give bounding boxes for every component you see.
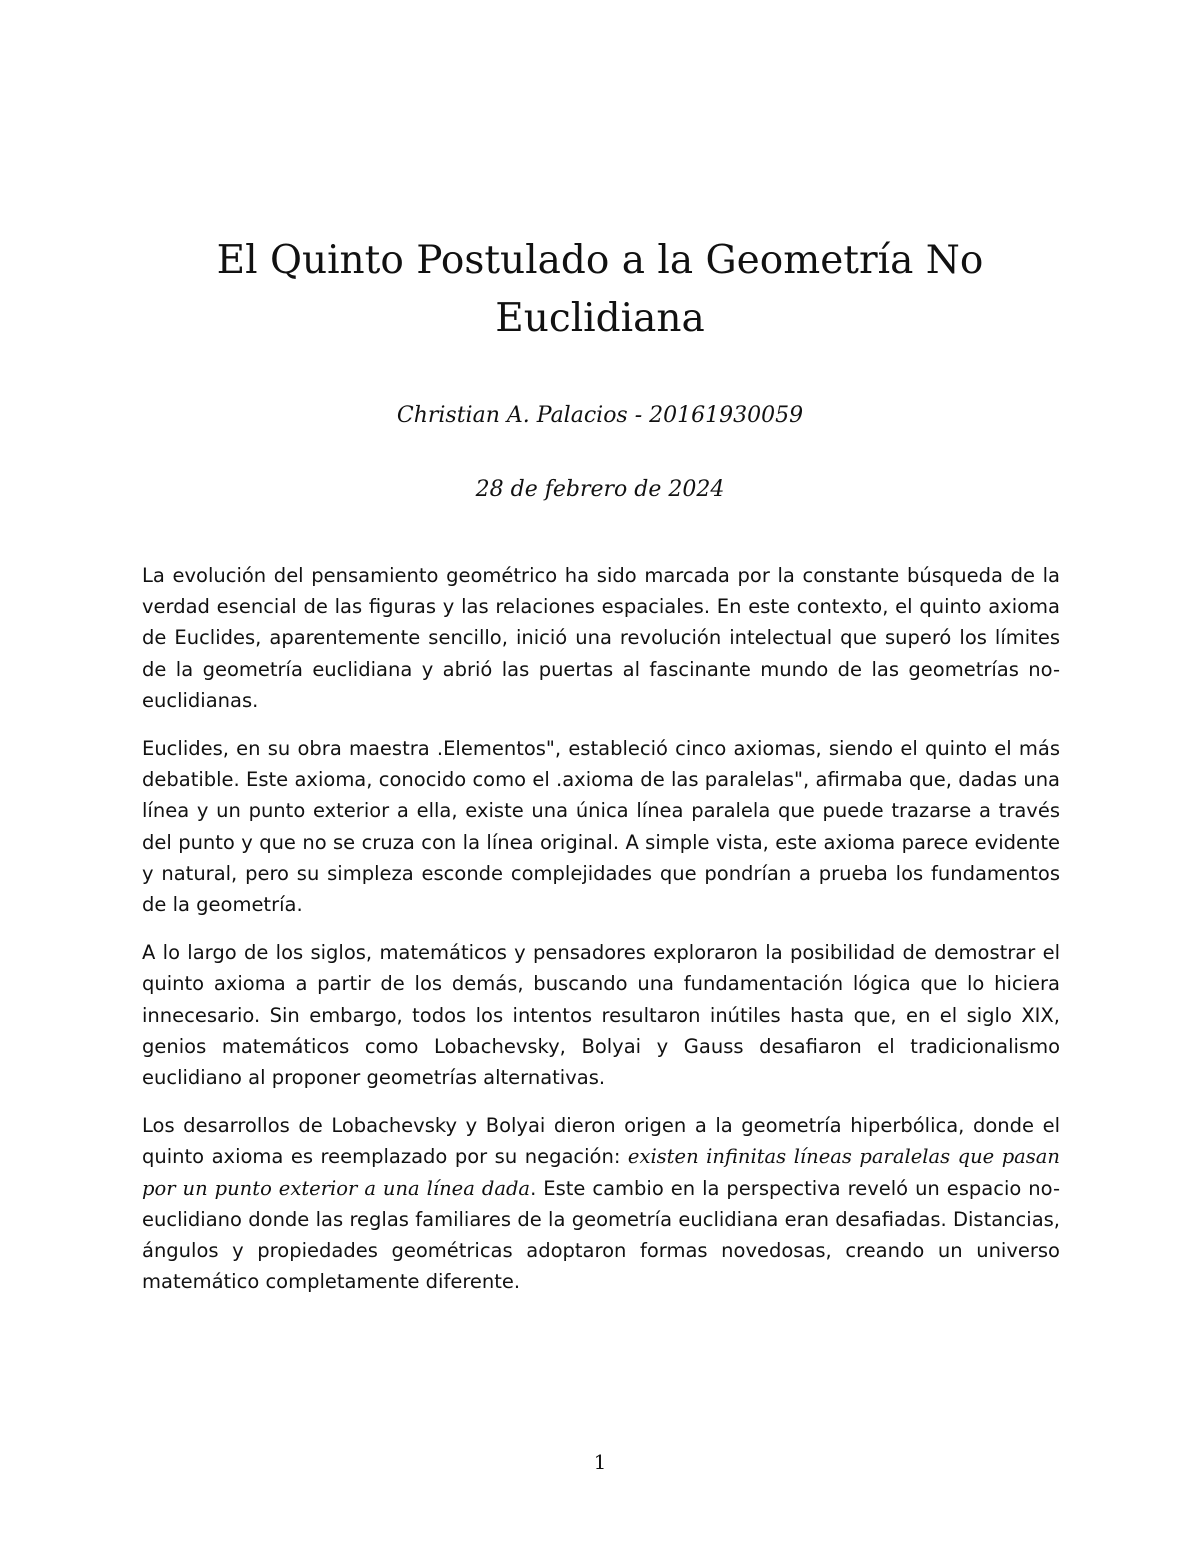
document-title <box>100 232 1100 348</box>
paragraph-2: Euclides, en su obra maestra .Elementos", estableció cinco axiomas, siendo el quinto el más debatible. Este axioma, conocido como el .axioma de las paralelas", afirmaba que, dadas una línea y un punto exterior a ella, existe una única línea paralela que puede trazarse a través del punto y que no se cruza con la línea original. A simple vista, este axioma parece evidente y natural, pero su simpleza esconde complejidades que pondrían a prueba los fundamentos de la geometría. <box>142 737 1060 917</box>
paragraph-4 <box>142 1110 1060 1297</box>
paragraph-4-start: Los desarrollos de Lobachevsky y Bolyai dieron origen a la geometría hiperbólica, donde el quinto axioma es reemplazado por su negación: <box>142 1114 1060 1169</box>
title-line-1: El Quinto Postulado a la Geometría No <box>216 238 984 283</box>
page-number: 1 <box>593 1450 607 1474</box>
paragraph-1: La evolución del pensamiento geométrico ha sido marcada por la constante búsqueda de la verdad esencial de las figuras y las relaciones espaciales. En este contexto, el quinto axioma de Euclides, aparentemente sencillo, inició una revolución intelectual que superó los límites de la geometría euclidiana y abrió las puertas al fascinante mundo de las geometrías no-euclidianas. <box>142 564 1060 712</box>
body-text <box>142 560 1060 1314</box>
paragraph-3: A lo largo de los siglos, matemáticos y pensadores exploraron la posibilidad de demostrar el quinto axioma a partir de los demás, buscando una fundamentación lógica que lo hiciera innecesario. Sin embargo, todos los intentos resultaron inútiles hasta que, en el siglo XIX, genios matemáticos como Lobachevsky, Bolyai y Gauss desafiaron el tradicionalismo euclidiano al proponer geometrías alternativas. <box>142 941 1060 1090</box>
paragraph-4-emphasis: existen infinitas líneas paralelas que pasan por un punto exterior a una línea dada <box>142 1145 1060 1200</box>
date-line: 28 de febrero de 2024 <box>475 477 725 502</box>
author-line: Christian A. Palacios - 20161930059 <box>396 403 804 428</box>
paragraph-4-end: . Este cambio en la perspectiva reveló un espacio no-euclidiano donde las reglas familiares de la geometría euclidiana eran desafiadas. Distancias, ángulos y propiedades geométricas adoptaron formas novedosas, creando un universo matemático completamente diferente. <box>142 1176 1060 1294</box>
title-line-2: Euclidiana <box>495 296 705 341</box>
